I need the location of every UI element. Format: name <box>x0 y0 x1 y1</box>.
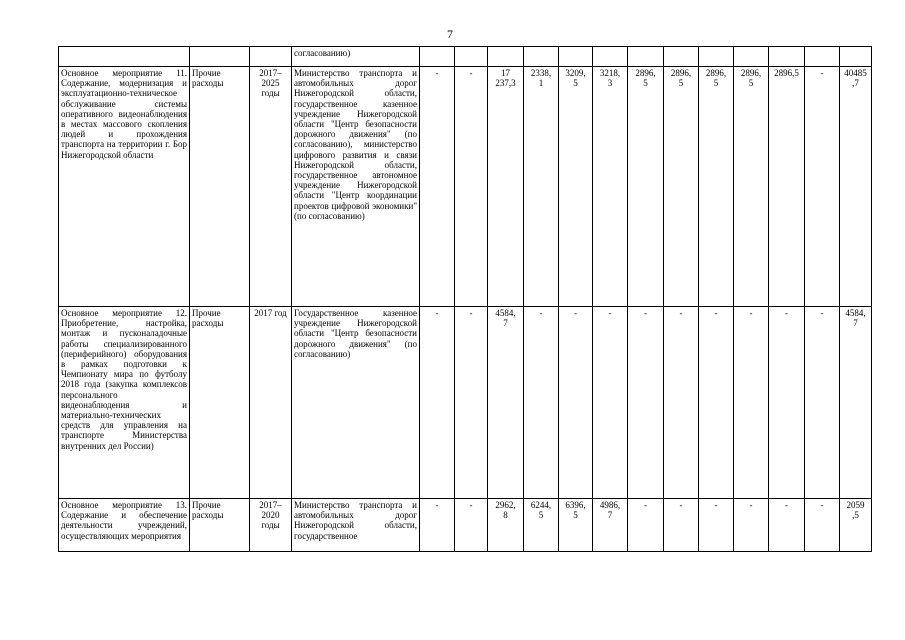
executor-cell: Государственное казенное учреждение Нижегородской области "Центр безопасности дорожного движения" (по согласованию) <box>292 307 420 499</box>
value-cell: - <box>664 307 699 499</box>
value-cell: - <box>559 307 593 499</box>
activity-cell: Основное мероприятие 12. Приобретение, настройка, монтаж и пусконаладочные работы специализированного (периферийного) оборудования в рамках подготовки к Чемпионату мира по футболу 2018 года (закупка комплексов персонального видеонаблюдения и материально-технических средств для управления на транспорте Министерства внутренних дел России) <box>59 307 190 499</box>
activity-cell: Основное мероприятие 13. Содержание и обеспечение деятельности учреждений, осуществляющих мероприятия <box>59 499 190 552</box>
table-cell <box>420 47 455 67</box>
executor-cell: согласованию) <box>292 47 420 67</box>
value-cell: 6396, 5 <box>559 499 593 552</box>
value-cell: - <box>420 67 455 307</box>
value-cell: 4986, 7 <box>593 499 628 552</box>
value-cell: 3209, 5 <box>559 67 593 307</box>
table-cell <box>250 47 292 67</box>
executor-cell: Министерство транспорта и автомобильных дорог Нижегородской области, государственное казенное учреждение Нижегородской области "Центр безопасности дорожного движения" (по согласованию), министерство цифрового развития и связи Нижегородской области, государственное автономное учреждение Нижегородской области "Центр координации проектов цифровой экономики" (по согласованию) <box>292 67 420 307</box>
total-cell: 4584, 7 <box>840 307 872 499</box>
value-cell: 2896, 5 <box>699 67 734 307</box>
value-cell: 2896, 5 <box>628 67 664 307</box>
value-cell: 2896, 5 <box>664 67 699 307</box>
table-cell <box>628 47 664 67</box>
table-cell <box>840 47 872 67</box>
value-cell: - <box>455 499 488 552</box>
value-cell: - <box>524 307 559 499</box>
value-cell: - <box>805 307 840 499</box>
table-cell <box>593 47 628 67</box>
budget-table <box>58 46 872 552</box>
value-cell: - <box>734 307 769 499</box>
period-cell: 2017 год <box>250 307 292 499</box>
value-cell: - <box>593 307 628 499</box>
table-row <box>59 67 872 307</box>
total-cell: 2059 ,5 <box>840 499 872 552</box>
table-cell <box>190 47 250 67</box>
table-cell <box>769 47 805 67</box>
table-cell <box>455 47 488 67</box>
value-cell: - <box>699 499 734 552</box>
value-cell: - <box>734 499 769 552</box>
table-cell <box>699 47 734 67</box>
value-cell: 2896,5 <box>769 67 805 307</box>
table-cell <box>664 47 699 67</box>
table-cell <box>59 47 190 67</box>
page-number: 7 <box>447 27 453 41</box>
value-cell: - <box>420 307 455 499</box>
table-cell <box>488 47 524 67</box>
value-cell: 3218, 3 <box>593 67 628 307</box>
value-cell: - <box>628 307 664 499</box>
value-cell: 2338, 1 <box>524 67 559 307</box>
value-cell: - <box>769 499 805 552</box>
value-cell: 4584, 7 <box>488 307 524 499</box>
value-cell: - <box>769 307 805 499</box>
value-cell: - <box>805 67 840 307</box>
activity-cell: Основное мероприятие 11. Содержание, модернизация и эксплуатационно-техническое обслуживание системы оперативного видеонаблюдения в местах массового скопления людей и прохождения транспорта на территории г. Бор Нижегородской области <box>59 67 190 307</box>
value-cell: - <box>420 499 455 552</box>
value-cell: - <box>699 307 734 499</box>
table-cell <box>734 47 769 67</box>
category-cell: Прочие расходы <box>190 499 250 552</box>
period-cell: 2017–2025 годы <box>250 67 292 307</box>
executor-cell: Министерство транспорта и автомобильных дорог Нижегородской области, государственное <box>292 499 420 552</box>
table-cell <box>524 47 559 67</box>
value-cell: - <box>455 67 488 307</box>
value-cell: 2896, 5 <box>734 67 769 307</box>
value-cell: - <box>664 499 699 552</box>
value-cell: 6244, 5 <box>524 499 559 552</box>
total-cell: 40485 ,7 <box>840 67 872 307</box>
value-cell: - <box>628 499 664 552</box>
table-row <box>59 47 872 67</box>
table-row <box>59 499 872 552</box>
category-cell: Прочие расходы <box>190 67 250 307</box>
category-cell: Прочие расходы <box>190 307 250 499</box>
value-cell: - <box>805 499 840 552</box>
value-cell: 17 237,3 <box>488 67 524 307</box>
value-cell: 2962, 8 <box>488 499 524 552</box>
period-cell: 2017–2020 годы <box>250 499 292 552</box>
table-row <box>59 307 872 499</box>
value-cell: - <box>455 307 488 499</box>
table-cell <box>559 47 593 67</box>
table-cell <box>805 47 840 67</box>
